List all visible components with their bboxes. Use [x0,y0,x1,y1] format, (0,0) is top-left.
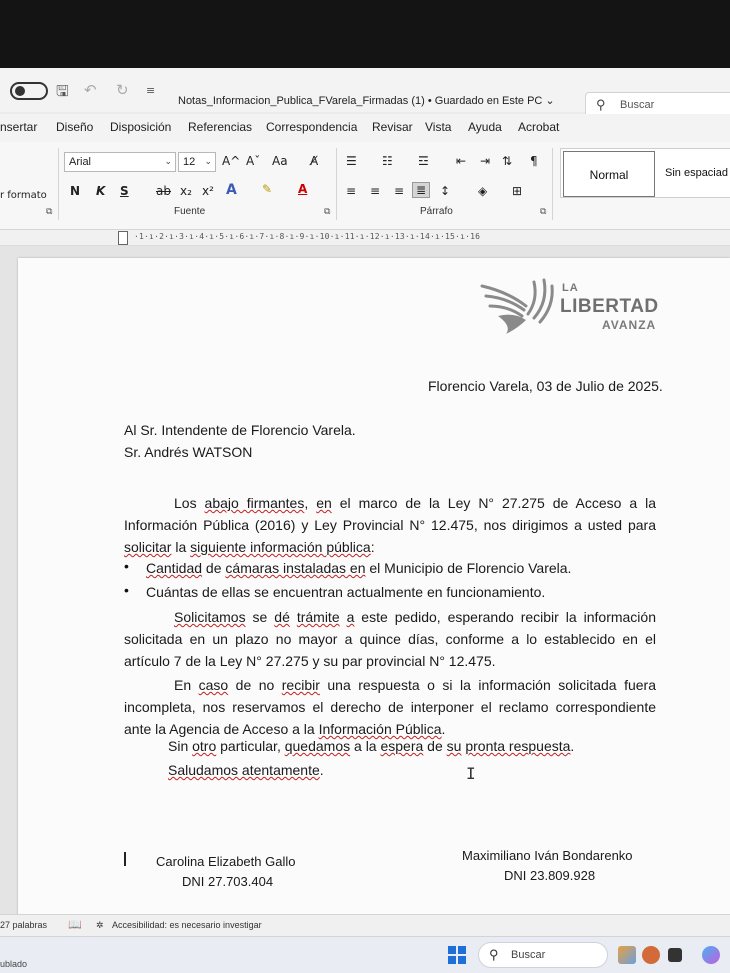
search-icon: ⚲ [596,97,606,112]
text-run: de [202,560,226,576]
undo-icon[interactable]: ↶ [84,81,97,99]
font-color-icon[interactable]: A [298,182,308,196]
tab-diseno[interactable]: Diseño [56,120,94,134]
justify-icon[interactable]: ≣ [412,182,430,198]
text-run: una respuesta o si la información solicitada fuera incompleta, nos reservamos el derecho de interponer el reclamo correspondiente ante la Agencia de Acceso a la [124,677,656,737]
paragraph-reservation [124,674,656,740]
text-run: de [423,738,447,754]
text-run: de no [228,677,282,693]
text-run: la [171,539,191,555]
font-name-value: Arial [69,156,92,168]
weather-label[interactable]: ublado [0,959,28,969]
accessibility-status[interactable]: Accesibilidad: es necesario investigar [112,920,262,930]
text-run [340,609,347,625]
separator [552,148,553,220]
font-size-value: 12 [183,156,196,168]
ribbon-home [0,142,730,230]
signature-right-dni: DNI 23.809.928 [504,868,596,883]
tab-disposicion[interactable]: Disposición [110,120,172,134]
spelling-error: Saludamos atentamente [168,762,320,778]
line-spacing-icon[interactable]: ↕ [440,184,451,198]
copilot-icon[interactable] [702,946,720,964]
spelling-error: solicitar [124,539,172,555]
spelling-error: dé [274,609,290,625]
multilevel-list-icon[interactable]: ☲ [418,154,429,168]
text-effects-icon[interactable]: A [226,182,237,198]
indent-marker[interactable] [118,231,128,245]
monitor-bezel [0,0,730,70]
document-title[interactable]: Notas_Informacion_Publica_FVarela_Firmadas (1) • Guardado en Este PC ⌄ [178,95,555,107]
windows-taskbar [0,936,730,973]
format-painter-label[interactable]: r formato [0,190,47,201]
text-run: : [370,539,375,555]
document-page[interactable] [18,258,730,922]
date-line: Florencio Varela, 03 de Julio de 2025. [428,378,663,394]
spelling-error: Solicitamos [174,609,246,625]
group-font-label: Fuente [174,206,206,217]
spelling-error: pronta respuesta [465,738,571,754]
text-run: se [245,609,275,625]
tab-acrobat[interactable]: Acrobat [518,120,560,134]
accessibility-icon[interactable]: ✲ [96,920,104,930]
subscript-button[interactable]: x₂ [180,184,192,198]
title-bar [0,68,730,112]
signature-right-name: Maximiliano Iván Bondarenko [462,848,633,863]
task-view-icon[interactable] [668,948,682,962]
underline-button[interactable]: S [120,184,129,198]
text-run: a la [350,738,381,754]
numbering-icon[interactable]: ☷ [382,154,393,168]
text-run: este pedido, esperando recibir la información solicitada en un plazo no mayor a quince días, conforme a lo establecido en el artículo 7 de la Ley N° 27.275 y su par provincial N° 12.475. [124,609,656,669]
ribbon-tabs [0,114,730,142]
proofing-icon[interactable]: 📖 [68,919,82,931]
document-canvas [0,246,730,914]
clipboard-launcher-icon[interactable]: ⧉ [46,206,53,216]
text-run: En [174,677,199,693]
logo-avanza: AVANZA [602,318,657,332]
recipient-line-2: Sr. Andrés WATSON [124,444,253,460]
group-paragraph-label: Párrafo [420,206,453,217]
word-window [0,68,730,973]
tab-referencias[interactable]: Referencias [188,120,253,134]
signature-left-dni: DNI 27.703.404 [182,874,274,889]
tab-vista[interactable]: Vista [425,120,452,134]
search-icon: ⚲ [489,947,499,962]
eagle-logo-icon [478,276,558,340]
spelling-error: espera [380,738,424,754]
caret [124,852,126,866]
bullet-icon: • [124,582,129,598]
save-icon[interactable]: 🖫 [56,82,69,100]
autosave-toggle[interactable] [10,82,48,100]
spelling-error: a [346,609,355,625]
text-run: . [441,721,446,737]
grow-font-button[interactable]: A^ [222,154,241,168]
tab-insertar[interactable]: nsertar [0,120,38,134]
spelling-error: otro [192,738,217,754]
font-name-select[interactable] [64,152,176,172]
spelling-error: quedamos [284,738,351,754]
widgets-icon[interactable] [618,946,636,964]
font-launcher-icon[interactable]: ⧉ [324,206,331,216]
separator [58,148,59,220]
word-count[interactable]: 27 palabras [0,920,48,930]
spelling-error: trámite [296,609,340,625]
italic-button[interactable]: K [96,184,106,198]
chevron-down-icon: ⌄ [204,156,212,166]
highlight-color-icon[interactable]: ✎ [262,182,273,196]
taskbar-search[interactable] [478,942,608,968]
align-left-icon[interactable]: ≡ [346,184,357,198]
text-run: . [570,738,575,754]
bullets-icon[interactable]: ☰ [346,154,357,168]
text-run: Sin [168,738,193,754]
customize-quick-access-icon[interactable]: ≡ [146,84,156,97]
strikethrough-button[interactable]: ab [156,184,171,198]
tab-revisar[interactable]: Revisar [372,120,413,134]
logo-libertad: LIBERTAD [560,296,659,317]
bullet-item-2: Cuántas de ellas se encuentran actualmente en funcionamiento. [146,584,546,600]
separator [336,148,337,220]
paragraph-request [124,606,656,672]
shading-icon[interactable]: ◈ [478,184,488,198]
bullet-icon: • [124,558,129,574]
sort-icon[interactable]: ⇅ [502,154,513,168]
bold-button[interactable]: N [70,184,81,198]
styles-gallery [560,148,730,198]
taskbar-search-label: Buscar [511,949,546,961]
spelling-error: Cantidad [146,560,203,576]
logo-la: LA [562,282,579,294]
windows-start-icon[interactable] [448,946,466,964]
party-logo [478,276,668,340]
shrink-font-button[interactable]: Aˇ [246,154,261,168]
signature-left-name: Carolina Elizabeth Gallo [156,854,296,869]
text-run: el Municipio de Florencio Varela. [365,560,572,576]
tab-ayuda[interactable]: Ayuda [468,120,502,134]
spelling-error: siguiente información pública [190,539,371,555]
app-icon[interactable] [642,946,660,964]
spelling-error: en [316,495,332,511]
font-size-select[interactable] [178,152,216,172]
closing-line-1 [168,738,574,754]
text-run [290,609,297,625]
increase-indent-icon[interactable]: ⇥ [480,154,491,168]
text-run: el marco de la Ley N° 27.275 de Acceso a la Información Pública (2016) y Ley Provincial N° 12.475, nos dirigimos a usted para [124,495,657,533]
recipient-line-1: Al Sr. Intendente de Florencio Varela. [124,422,356,438]
superscript-button[interactable]: x² [202,184,214,198]
status-bar [0,914,730,936]
spelling-error: caso [198,677,229,693]
text-run: Los [174,495,205,511]
paragraph-launcher-icon[interactable]: ⧉ [540,206,547,216]
show-marks-icon[interactable]: ¶ [530,154,538,168]
autosave-knob [15,86,25,96]
horizontal-ruler[interactable] [0,230,730,246]
align-right-icon[interactable]: ≡ [394,184,405,198]
borders-icon[interactable]: ⊞ [512,184,523,198]
search-placeholder: Buscar [620,99,655,111]
closing-line-2 [168,762,324,778]
text-run: . [319,762,324,778]
text-run: , [304,495,317,511]
text-cursor-icon: I [466,764,476,783]
paragraph-intro [124,492,656,558]
style-normal[interactable]: Normal [563,151,655,197]
spelling-error: Información Pública [318,721,442,737]
style-no-spacing[interactable]: Sin espaciad [665,167,728,179]
align-center-icon[interactable]: ≡ [370,184,381,198]
spelling-error: su [446,738,462,754]
spelling-error: abajo firmantes [204,495,305,511]
tab-correspondencia[interactable]: Correspondencia [266,120,358,134]
redo-icon[interactable]: ↻ [116,81,129,99]
change-case-button[interactable]: Aa [272,154,288,168]
text-run: particular, [216,738,285,754]
bullet-item-1 [146,560,571,576]
clear-formatting-icon[interactable]: A̸ [310,154,319,168]
spelling-error: recibir [281,677,320,693]
decrease-indent-icon[interactable]: ⇤ [456,154,467,168]
spelling-error: cámaras instaladas en [225,560,366,576]
chevron-down-icon: ⌄ [164,156,172,166]
ruler-numbers: ·1·ı·2·ı·3·ı·4·ı·5·ı·6·ı·7·ı·8·ı·9·ı·10·ı·11·ı·12·ı·13·ı·14·ı·15·ı·16 [134,232,481,241]
